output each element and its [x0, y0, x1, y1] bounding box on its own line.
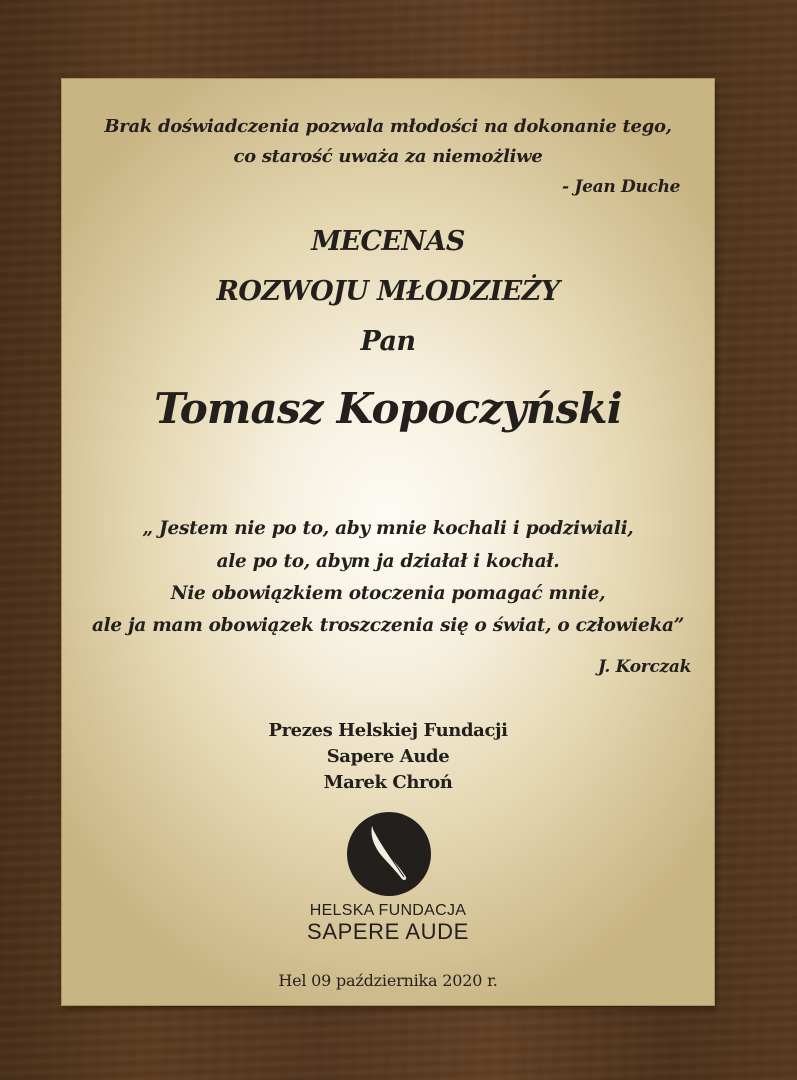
award-title-line-1: MECENAS — [311, 226, 465, 257]
main-quote-line-1: „ Jestem nie po to, aby mnie kochali i podziwiali, — [142, 518, 634, 539]
signature-line-3: Marek Chroń — [323, 772, 453, 793]
brand-line-1: HELSKA FUNDACJA — [309, 902, 467, 919]
main-quote-author: J. Korczak — [598, 657, 692, 677]
award-honorific: Pan — [360, 326, 416, 357]
award-title-line-2: ROZWOJU MŁODZIEŻY — [216, 276, 560, 307]
brand-line-2: SAPERE AUDE — [307, 919, 469, 944]
top-quote-line-1: Brak doświadczenia pozwala młodości na dokonanie tego, — [104, 116, 672, 137]
signature-line-2: Sapere Aude — [326, 746, 450, 767]
recipient-name: Tomasz Kopoczyński — [154, 384, 622, 433]
top-quote-line-2: co starość uważa za niemożliwe — [233, 146, 543, 167]
main-quote-line-2: ale po to, abym ja działał i kochał. — [216, 551, 560, 572]
award-plate — [62, 79, 714, 1005]
feather-icon — [346, 811, 432, 897]
main-quote-line-4: ale ja mam obowiązek troszczenia się o świat, o człowieka” — [91, 615, 684, 636]
main-quote-line-3: Nie obowiązkiem otoczenia pomagać mnie, — [170, 583, 606, 604]
signature-line-1: Prezes Helskiej Fundacji — [268, 720, 508, 741]
top-quote-author: - Jean Duche — [562, 177, 681, 197]
award-date: Hel 09 października 2020 r. — [278, 971, 498, 990]
